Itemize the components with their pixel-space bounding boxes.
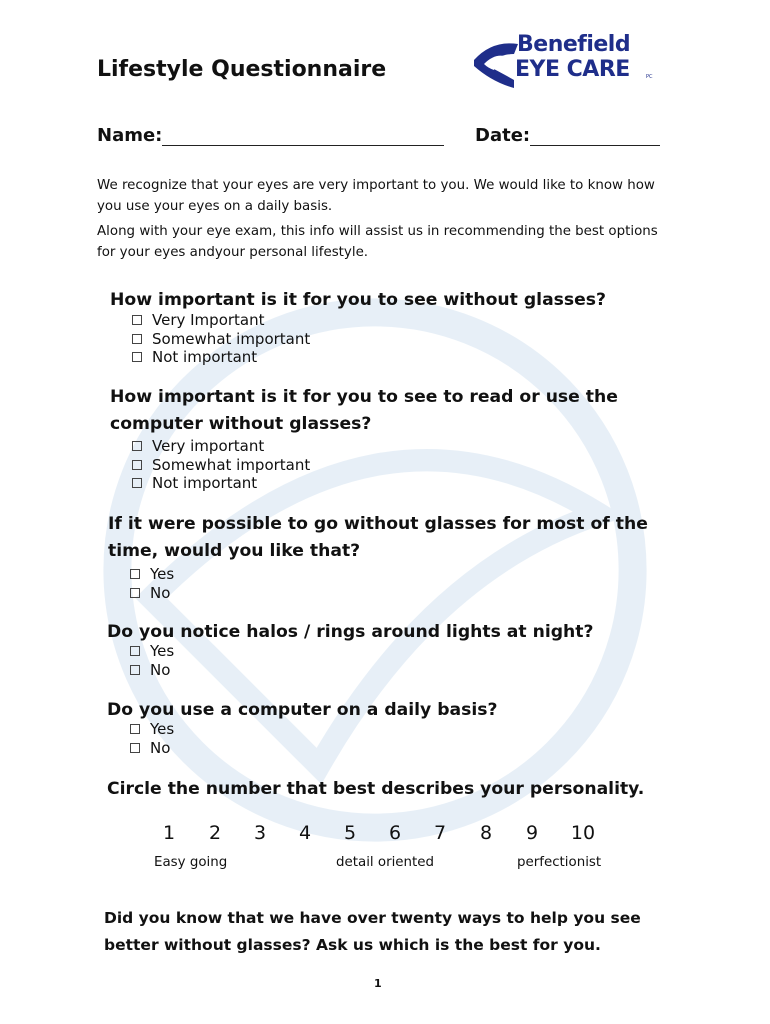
question-5-options <box>130 720 174 757</box>
question-1: How important is it for you to see without glasses? <box>110 290 606 310</box>
option-label: Somewhat important <box>152 329 311 348</box>
option-item[interactable] <box>132 330 310 349</box>
checkbox-icon[interactable] <box>132 460 142 470</box>
logo-suffix: PC <box>646 74 653 80</box>
option-item[interactable] <box>132 474 310 493</box>
option-item[interactable] <box>130 565 174 584</box>
option-label: Very important <box>152 437 265 455</box>
personality-scale <box>140 822 620 852</box>
scale-number[interactable]: 10 <box>570 822 596 844</box>
question-5: Do you use a computer on a daily basis? <box>107 700 498 720</box>
question-4-options <box>130 642 174 679</box>
option-label: Yes <box>150 642 175 660</box>
checkbox-icon[interactable] <box>132 315 142 325</box>
option-item[interactable] <box>130 720 174 739</box>
checkbox-icon[interactable] <box>130 724 140 734</box>
question-2: How important is it for you to see to read or use the computer without glasses? <box>110 387 618 434</box>
date-label: Date: <box>475 125 531 146</box>
option-label: Yes <box>150 720 175 738</box>
option-label: Very Important <box>152 311 265 329</box>
checkbox-icon[interactable] <box>132 478 142 488</box>
scale-number[interactable]: 8 <box>479 822 493 844</box>
scale-number[interactable]: 3 <box>253 822 267 844</box>
name-label: Name: <box>97 125 163 146</box>
checkbox-icon[interactable] <box>130 743 140 753</box>
option-item[interactable] <box>130 739 174 758</box>
intro-paragraph-1: We recognize that your eyes are very important to you. We would like to know how you use your eyes on a daily basis. <box>97 178 655 214</box>
name-field[interactable] <box>97 125 444 146</box>
closing-message: Did you know that we have over twenty ways to help you see better without glasses? Ask us which is the best for you. <box>104 909 641 954</box>
checkbox-icon[interactable] <box>130 588 140 598</box>
option-item[interactable] <box>132 311 310 330</box>
scale-number[interactable]: 2 <box>208 822 222 844</box>
checkbox-icon[interactable] <box>132 334 142 344</box>
question-4: Do you notice halos / rings around lights at night? <box>107 622 594 642</box>
name-line[interactable] <box>162 129 444 146</box>
checkbox-icon[interactable] <box>130 665 140 675</box>
option-label: Yes <box>150 565 175 583</box>
scale-number[interactable]: 5 <box>343 822 357 844</box>
option-label: No <box>150 660 171 679</box>
option-label: No <box>150 583 171 602</box>
question-2-options <box>132 437 310 493</box>
option-label: Not important <box>152 474 258 492</box>
scale-number[interactable]: 9 <box>525 822 539 844</box>
logo-text-bottom: EYE CARE <box>515 57 630 82</box>
page-number: 1 <box>374 977 382 990</box>
question-3: If it were possible to go without glasses for most of the time, would you like that? <box>108 514 648 561</box>
option-item[interactable] <box>132 348 310 367</box>
checkbox-icon[interactable] <box>130 569 140 579</box>
option-item[interactable] <box>132 437 310 456</box>
scale-label-perfectionist: perfectionist <box>517 855 602 870</box>
option-item[interactable] <box>130 661 174 680</box>
checkbox-icon[interactable] <box>132 441 142 451</box>
checkbox-icon[interactable] <box>130 646 140 656</box>
scale-number[interactable]: 6 <box>388 822 402 844</box>
scale-label-detail-oriented: detail oriented <box>336 855 435 870</box>
personality-prompt: Circle the number that best describes your personality. <box>107 779 645 799</box>
option-label: No <box>150 738 171 757</box>
benefield-logo <box>470 32 660 92</box>
eye-watermark-icon <box>95 290 655 850</box>
date-field[interactable] <box>475 125 660 146</box>
option-label: Somewhat important <box>152 455 311 474</box>
scale-number[interactable]: 4 <box>298 822 312 844</box>
option-label: Not important <box>152 348 258 366</box>
page-title: Lifestyle Questionnaire <box>97 57 387 82</box>
date-line[interactable] <box>530 129 660 146</box>
option-item[interactable] <box>132 456 310 475</box>
question-1-options <box>132 311 310 367</box>
logo-text-top: Benefield <box>517 32 631 57</box>
scale-number[interactable]: 1 <box>162 822 176 844</box>
scale-number[interactable]: 7 <box>433 822 447 844</box>
question-3-options <box>130 565 174 602</box>
checkbox-icon[interactable] <box>132 352 142 362</box>
option-item[interactable] <box>130 584 174 603</box>
scale-label-easy-going: Easy going <box>154 855 228 870</box>
intro-paragraph-2: Along with your eye exam, this info will assist us in recommending the best options for your eyes andyour personal lifestyle. <box>97 224 658 260</box>
option-item[interactable] <box>130 642 174 661</box>
